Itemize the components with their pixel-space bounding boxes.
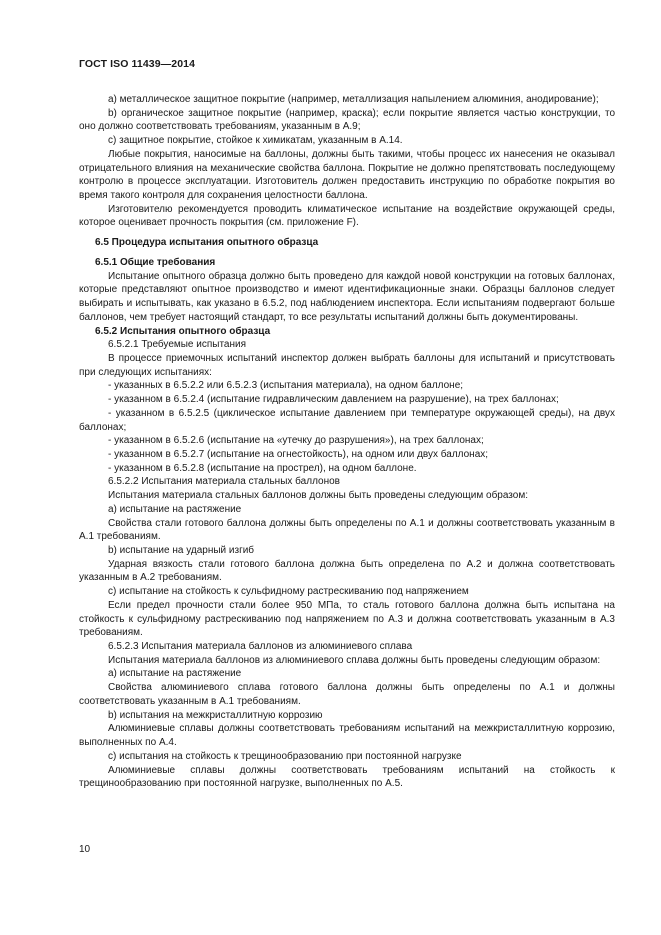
document-body: [79, 93, 615, 791]
list-item: - указанном в 6.5.2.7 (испытание на огнестойкость), на одном или двух баллонах;: [108, 448, 489, 460]
list-item: - указанных в 6.5.2.2 или 6.5.2.3 (испытания материала), на одном баллоне;: [108, 380, 464, 392]
paragraph: а) испытание на растяжение: [108, 503, 242, 515]
paragraph: 6.5.2.3 Испытания материала баллонов из алюминиевого сплава: [108, 641, 413, 653]
list-item: - указанном в 6.5.2.4 (испытание гидравлическим давлением на разрушение), на трех баллонах;: [108, 394, 559, 406]
paragraph: а) испытание на растяжение: [108, 668, 242, 680]
paragraph: 6.5.2.2 Испытания материала стальных баллонов: [108, 476, 340, 488]
paragraph: Алюминиевые сплавы должны соответствовать требованиям испытаний на стойкость к трещинообразованию при постоянной нагрузке, выполненных по А.5.: [79, 764, 615, 790]
paragraph: Любые покрытия, наносимые на баллоны, должны быть такими, чтобы процесс их нанесения не оказывал отрицательного влияния на механические свойства баллона. Покрытие не должно препятствовать последующему контролю в процессе эксплуатации. Изготовитель должен предоставить инструкцию по обработке покрытия во время такого контроля для сохранения целостности баллона.: [79, 148, 615, 202]
paragraph: с) защитное покрытие, стойкое к химикатам, указанным в А.14.: [108, 135, 403, 147]
list-item: - указанном в 6.5.2.8 (испытание на прострел), на одном баллоне.: [108, 462, 417, 474]
paragraph: с) испытание на стойкость к сульфидному растрескиванию под напряжением: [108, 586, 469, 598]
paragraph: Алюминиевые сплавы должны соответствовать требованиям испытаний на межкристаллитную коррозию, выполненных по А.4.: [79, 723, 615, 749]
paragraph: Ударная вязкость стали готового баллона должна быть определена по А.2 и должна соответствовать указанным в А.2 требованиям.: [79, 558, 615, 584]
section-heading: 6.5 Процедура испытания опытного образца: [95, 237, 319, 249]
paragraph: а) металлическое защитное покрытие (например, металлизация напылением алюминия, анодирование);: [108, 94, 599, 105]
page-number: 10: [79, 844, 91, 855]
paragraph: Испытание опытного образца должно быть проведено для каждой новой конструкции на готовых баллонах, которые представляют опытное производство и имеют идентификационные знаки. Образцы баллонов следует выбирать и испытывать, как указано в 6.5.2, под наблюдением инспектора. Если испытаниям подвергают больше баллонов, чем требует настоящий стандарт, то все результаты испытаний должны быть документированы.: [79, 270, 615, 323]
list-item: - указанном в 6.5.2.6 (испытание на «утечку до разрушения»), на трех баллонах;: [108, 435, 484, 447]
list-item: - указанном в 6.5.2.5 (циклическое испытание давлением при температуре окружающей среды), на двух баллонах;: [79, 407, 615, 433]
paragraph: Если предел прочности стали более 950 МПа, то сталь готового баллона должна быть испытана на стойкость к сульфидному растрескиванию под напряжением по А.3 и должна соответствовать указанным в А.3 требованиям.: [79, 599, 615, 639]
subsection-heading: 6.5.1 Общие требования: [95, 256, 216, 268]
paragraph: Испытания материала баллонов из алюминиевого сплава должны быть проведены следующим образом:: [108, 654, 601, 666]
paragraph: Изготовителю рекомендуется проводить климатическое испытание на воздействие окружающей среды, которое оценивает прочность покрытия (см. приложение F).: [79, 203, 615, 229]
paragraph: В процессе приемочных испытаний инспектор должен выбрать баллоны для испытаний и присутствовать при следующих испытаниях:: [79, 352, 615, 378]
subsection-heading: 6.5.2 Испытания опытного образца: [95, 325, 271, 337]
paragraph: b) испытание на ударный изгиб: [108, 545, 255, 556]
paragraph: 6.5.2.1 Требуемые испытания: [108, 339, 247, 351]
paragraph: с) испытания на стойкость к трещинообразованию при постоянной нагрузке: [108, 750, 462, 762]
paragraph: Свойства алюминиевого сплава готового баллона должны быть определены по А.1 и должны соответствовать указанным в А.1 требованиям.: [79, 682, 615, 707]
paragraph: b) органическое защитное покрытие (например, краска); если покрытие является частью конструкции, то оно должно соответствовать требованиям, указанным в А.9;: [79, 107, 615, 133]
paragraph: Свойства стали готового баллона должны быть определены по А.1 и должны соответствовать указанным в А.1 требованиям.: [79, 517, 615, 543]
paragraph: b) испытания на межкристаллитную коррозию: [108, 709, 323, 721]
document-header: ГОСТ ISO 11439—2014: [79, 58, 196, 70]
paragraph: Испытания материала стальных баллонов должны быть проведены следующим образом:: [108, 490, 528, 502]
